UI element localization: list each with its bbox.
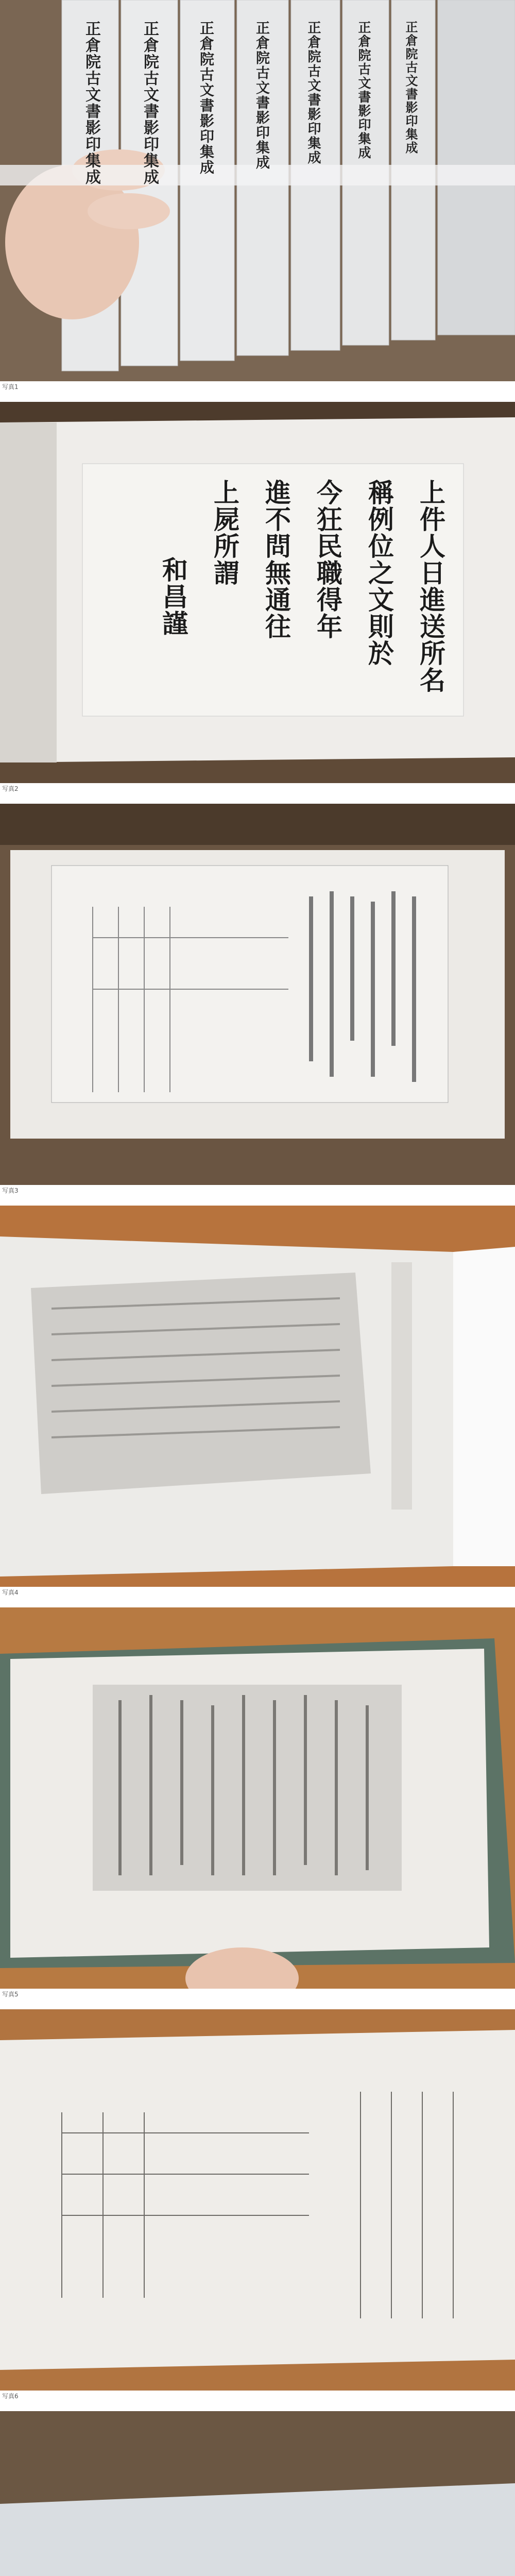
caption-3: 写真3	[2, 1187, 19, 1194]
photo-4-angled-document	[0, 1206, 515, 1587]
photo-3-ledger-page	[0, 804, 515, 1185]
caption-2: 写真2	[2, 785, 19, 792]
caption-6: 写真6	[2, 2393, 19, 2400]
photo-3-svg	[0, 804, 515, 1185]
caption-1: 写真1	[2, 383, 19, 391]
calligraphy-line-2: 稱例位之文則於	[364, 479, 394, 667]
caption-4: 写真4	[2, 1589, 19, 1596]
spine-title-1: 正倉院古文書影印集成	[82, 21, 100, 185]
photo-5-page-with-finger	[0, 1607, 515, 1989]
spine-title-6: 正倉院古文書影印集成	[356, 21, 371, 160]
calligraphy-line-6: 和昌謹	[158, 556, 188, 637]
spine-title-4: 正倉院古文書影印集成	[253, 21, 269, 170]
spine-title-3: 正倉院古文書影印集成	[198, 21, 215, 175]
photo-4-svg	[0, 1206, 515, 1587]
photo-7-svg	[0, 2411, 515, 2576]
photo-5-svg	[0, 1607, 515, 1989]
photo-7-case-label	[0, 2411, 515, 2576]
photo-1-book-volumes	[0, 0, 515, 381]
calligraphy-line-5: 上屍所謂	[210, 479, 240, 586]
calligraphy-line-1: 上件人日進送所名	[416, 479, 446, 693]
spine-title-7: 正倉院古文書影印集成	[403, 21, 418, 155]
caption-5: 写真5	[2, 1991, 19, 1998]
calligraphy-line-3: 今狂民職得年	[313, 479, 343, 640]
photo-6-ruled-page	[0, 2009, 515, 2391]
photo-6-svg	[0, 2009, 515, 2391]
photo-2-calligraphy-page	[0, 402, 515, 783]
spine-title-5: 正倉院古文書影印集成	[305, 21, 321, 165]
calligraphy-line-4: 進不問無通往	[261, 479, 291, 640]
spine-title-2: 正倉院古文書影印集成	[141, 21, 159, 185]
